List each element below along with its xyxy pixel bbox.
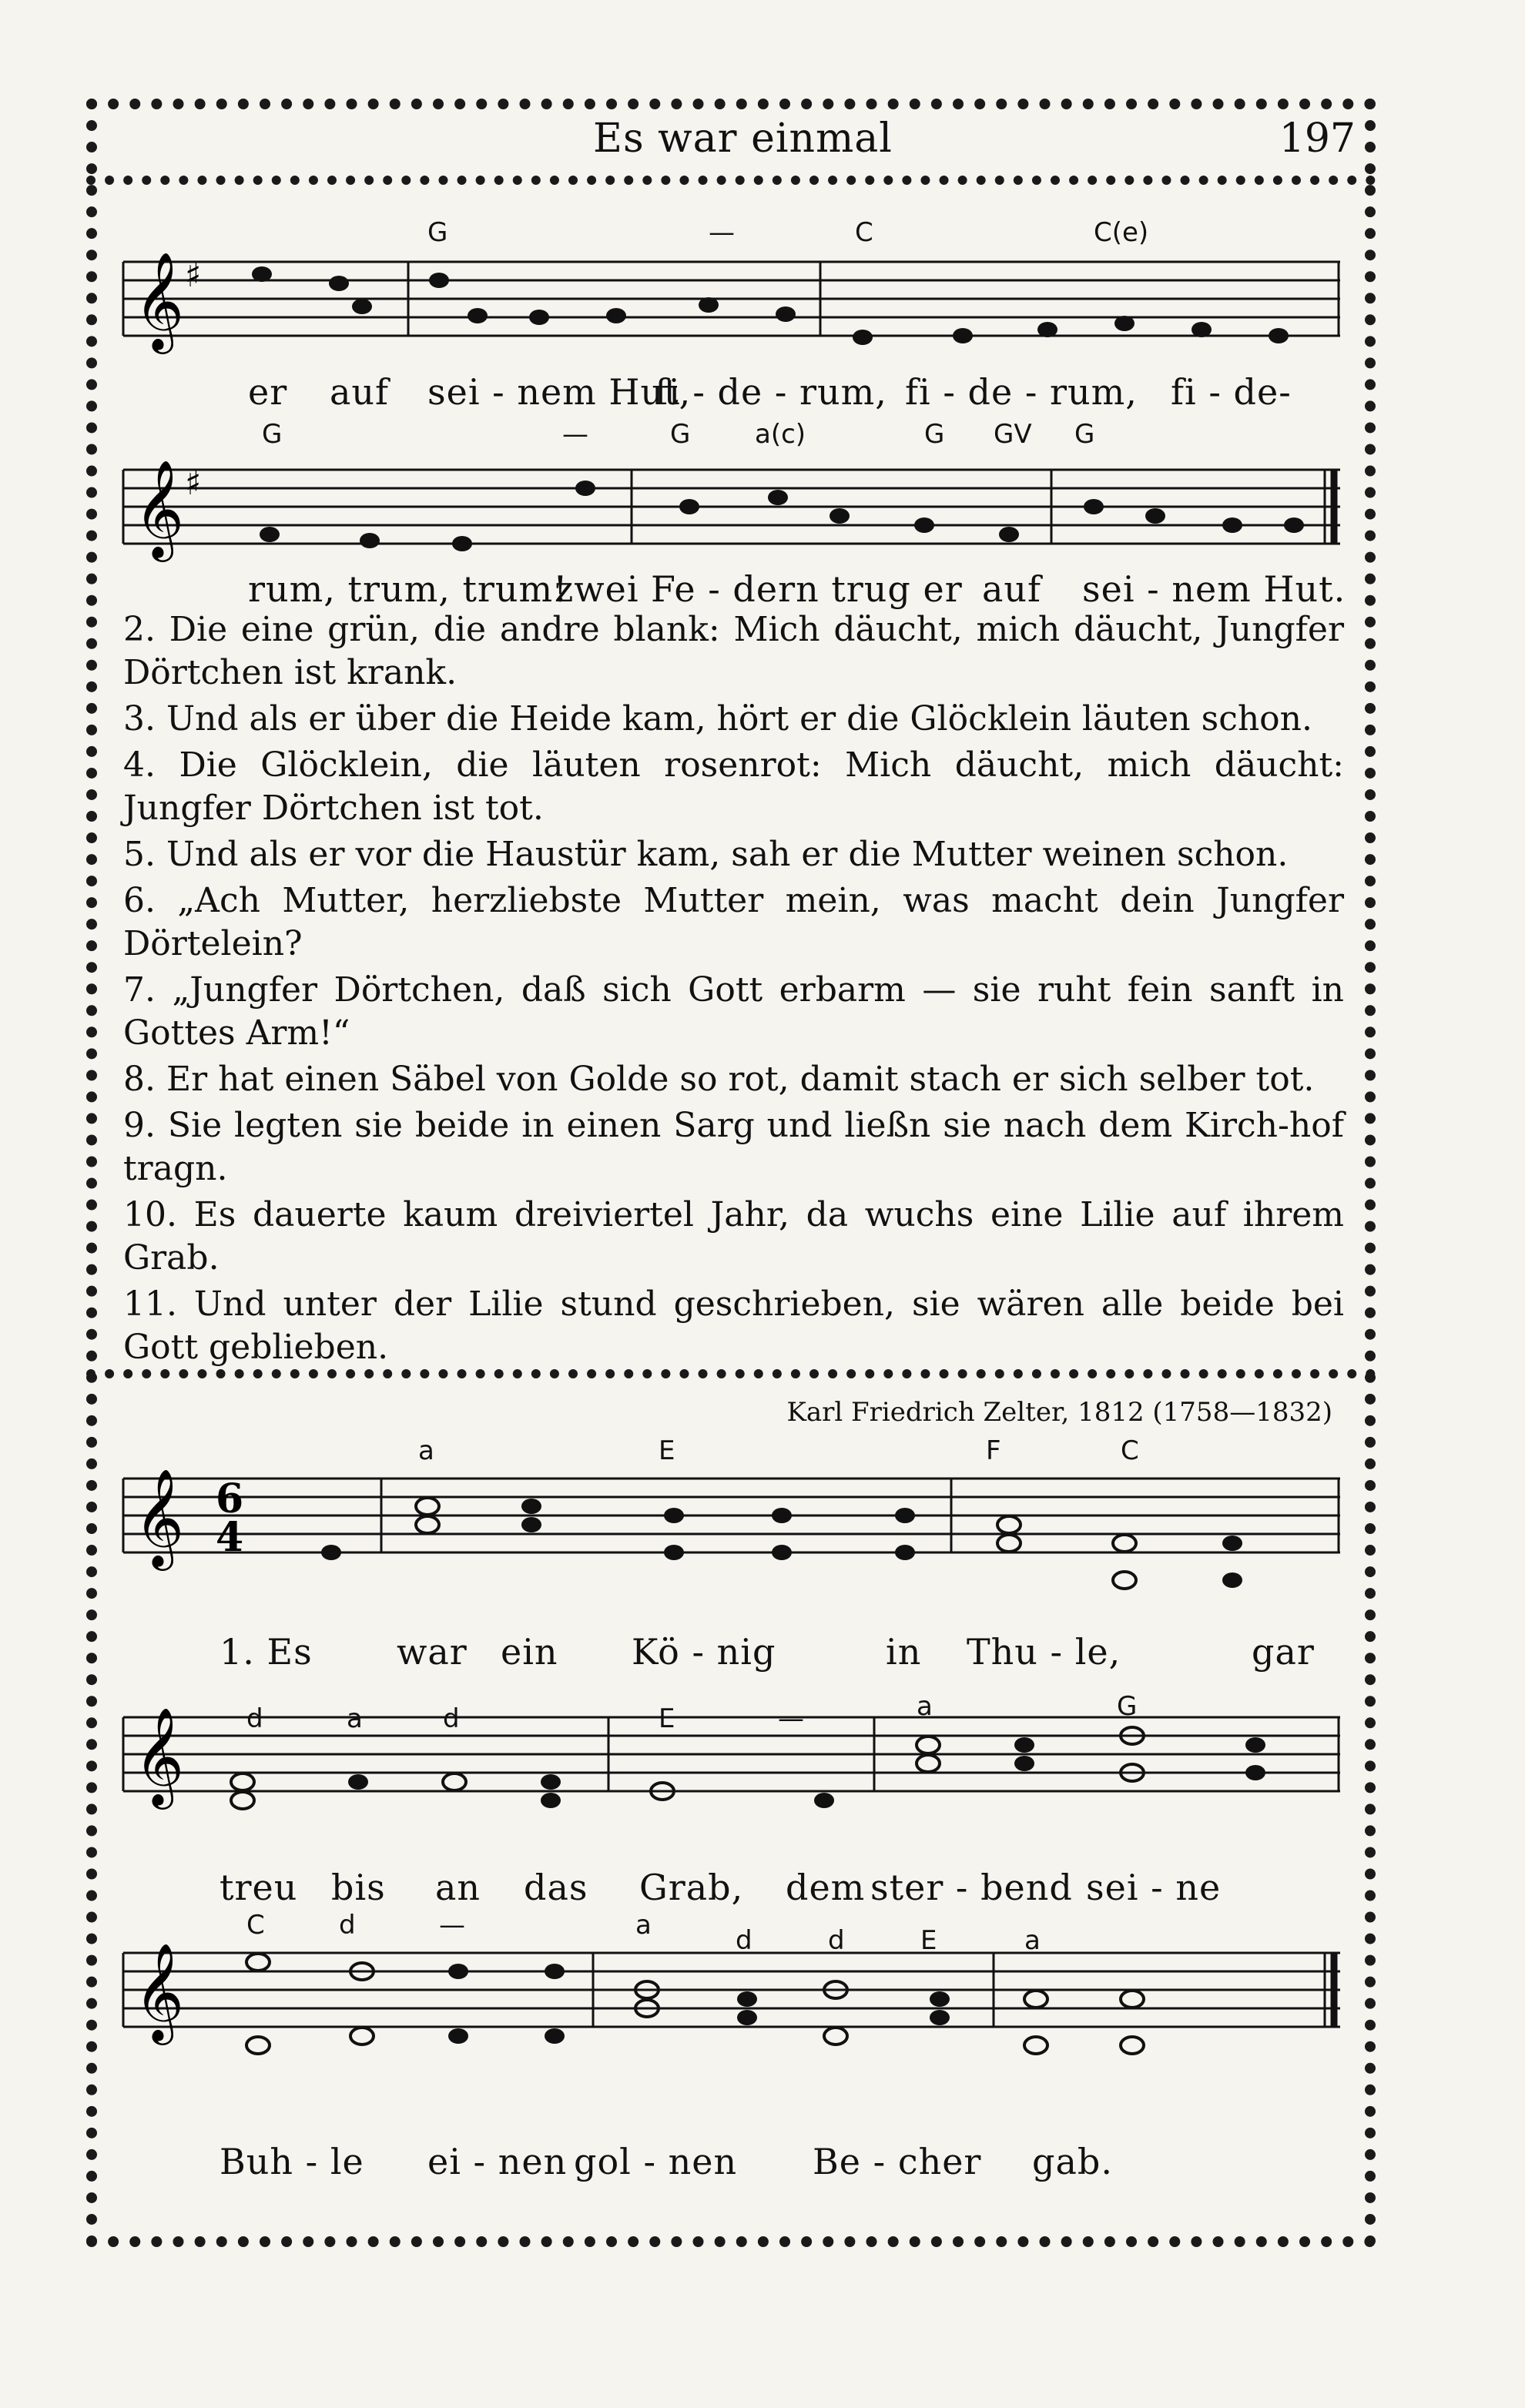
song1-lyrics-1 [0, 371, 1525, 417]
lyric: fi - de- [1171, 371, 1292, 413]
chord-label: a(c) [755, 419, 806, 450]
stanza: 5. Und als er vor die Haustür kam, sah er die Mutter weinen schon. [123, 835, 1289, 874]
stanza: 8. Er hat einen Säbel von Golde so rot, damit stach er sich selber tot. [123, 1060, 1315, 1099]
chord-label: E [659, 1435, 675, 1466]
stanza: 7. „Jungfer Dörtchen, daß sich Gott erbarm — sie ruht fein sanft in Gottes Arm!“ [123, 970, 1344, 1053]
chord-label: a [917, 1691, 933, 1722]
lyric: rum, trum, trum! [248, 568, 568, 610]
chord-label: C(e) [1094, 217, 1149, 248]
lyric: das [524, 1867, 588, 1908]
chord-label: a [347, 1703, 363, 1734]
chord-label: GV [994, 419, 1032, 450]
chord-label: G [262, 419, 283, 450]
lyric: ei - nen [427, 2141, 568, 2182]
time-signature-top: 6 [216, 1475, 244, 1522]
stanza: 4. Die Glöcklein, die läuten rosenrot: Mich däucht, mich däucht: Jungfer Dörtchen ist tot. [123, 745, 1344, 828]
lyric: dem [786, 1867, 866, 1908]
stanza: 6. „Ach Mutter, herzliebste Mutter mein, was macht dein Jungfer Dörtelein? [123, 881, 1344, 963]
lyric: sei - nem Hut, [427, 371, 692, 413]
running-title: Es war einmal [593, 116, 893, 162]
lyric: an [435, 1867, 481, 1908]
stanza: 9. Sie legten sie beide in einen Sarg und ließn sie nach dem Kirch-hof tragn. [123, 1106, 1344, 1188]
lyric: ein [501, 1631, 558, 1673]
chord-label: — [562, 419, 588, 450]
chord-label: G [670, 419, 691, 450]
stanza: 10. Es dauerte kaum dreiviertel Jahr, da wuchs eine Lilie auf ihrem Grab. [123, 1195, 1344, 1278]
chord-label: d [443, 1703, 460, 1734]
chord-label: d [736, 1925, 752, 1956]
chord-label: d [339, 1910, 356, 1941]
lyric: sei - ne [1086, 1867, 1222, 1908]
svg-text:𝄞: 𝄞 [134, 1468, 185, 1566]
chord-label: d [828, 1925, 845, 1956]
lyric: Be - cher [813, 2141, 982, 2182]
chord-label: — [778, 1703, 804, 1734]
chord-label: a [1024, 1925, 1041, 1956]
lyric: bis [331, 1867, 386, 1908]
song2-lyrics-1 [0, 1631, 1525, 1677]
chord-label: C [1121, 1435, 1139, 1466]
lyric: gab. [1032, 2141, 1113, 2182]
stanza: 3. Und als er über die Heide kam, hört er die Glöcklein läuten schon. [123, 699, 1312, 738]
song1-staff-1 [123, 246, 1340, 354]
lyric: auf [982, 568, 1042, 610]
lyric: auf [330, 371, 390, 413]
chord-label: E [659, 1703, 675, 1734]
svg-text:𝄞: 𝄞 [134, 1942, 185, 2041]
song2-staff-2 [123, 1702, 1340, 1833]
chord-label: F [986, 1435, 1001, 1466]
page-number: 197 [1279, 116, 1356, 162]
chord-label: d [246, 1703, 263, 1734]
svg-text:𝄞: 𝄞 [134, 251, 185, 350]
time-signature-bottom: 4 [216, 1514, 244, 1561]
chord-label: E [920, 1925, 937, 1956]
song2-staff-1 [123, 1463, 1340, 1594]
song1-lyrics-2 [0, 568, 1525, 615]
song1-stanzas [123, 608, 1344, 1372]
lyric: gar [1252, 1631, 1315, 1673]
svg-text:𝄞: 𝄞 [134, 459, 185, 558]
lyric: Thu - le, [967, 1631, 1121, 1673]
chord-label: G [427, 217, 448, 248]
chord-label: G [1074, 419, 1095, 450]
lyric: Buh - le [220, 2141, 364, 2182]
chord-label: C [246, 1910, 265, 1941]
lyric: sei - nem Hut. [1082, 568, 1346, 610]
lyric: zwei [555, 568, 639, 610]
lyric: 1. Es [220, 1631, 313, 1673]
svg-text:♯: ♯ [185, 464, 202, 503]
chord-label: — [709, 217, 735, 248]
lyric: fi - de - rum, [655, 371, 887, 413]
header-divider [86, 176, 1376, 185]
chord-label: a [635, 1910, 652, 1941]
stanza: 2. Die eine grün, die andre blank: Mich däucht, mich däucht, Jungfer Dörtchen ist krank. [123, 610, 1344, 692]
song1-staff-2 [123, 454, 1340, 562]
lyric: Grab, [639, 1867, 744, 1908]
song2-lyrics-2 [0, 1867, 1525, 1913]
chord-label: C [855, 217, 873, 248]
svg-text:𝄞: 𝄞 [134, 1706, 185, 1805]
lyric: gol - nen [574, 2141, 738, 2182]
lyric: er [248, 371, 288, 413]
lyric: treu [220, 1867, 298, 1908]
song2-staff-3 [123, 1937, 1340, 2068]
chord-label: G [1117, 1691, 1138, 1722]
svg-text:♯: ♯ [185, 256, 202, 295]
lyric: Kö - nig [632, 1631, 776, 1673]
composer-attribution: Karl Friedrich Zelter, 1812 (1758—1832) [786, 1397, 1332, 1428]
stanza: 11. Und unter der Lilie stund geschrieben, sie wären alle beide bei Gott geblieben. [123, 1284, 1344, 1367]
chord-label: a [418, 1435, 434, 1466]
lyric: fi - de - rum, [905, 371, 1138, 413]
lyric: ster - bend [870, 1867, 1073, 1908]
lyric: Fe - dern trug er [651, 568, 963, 610]
chord-label: — [439, 1910, 465, 1941]
lyric: war [397, 1631, 468, 1673]
song2-lyrics-3 [0, 2141, 1525, 2187]
chord-label: G [924, 419, 945, 450]
lyric: in [886, 1631, 922, 1673]
